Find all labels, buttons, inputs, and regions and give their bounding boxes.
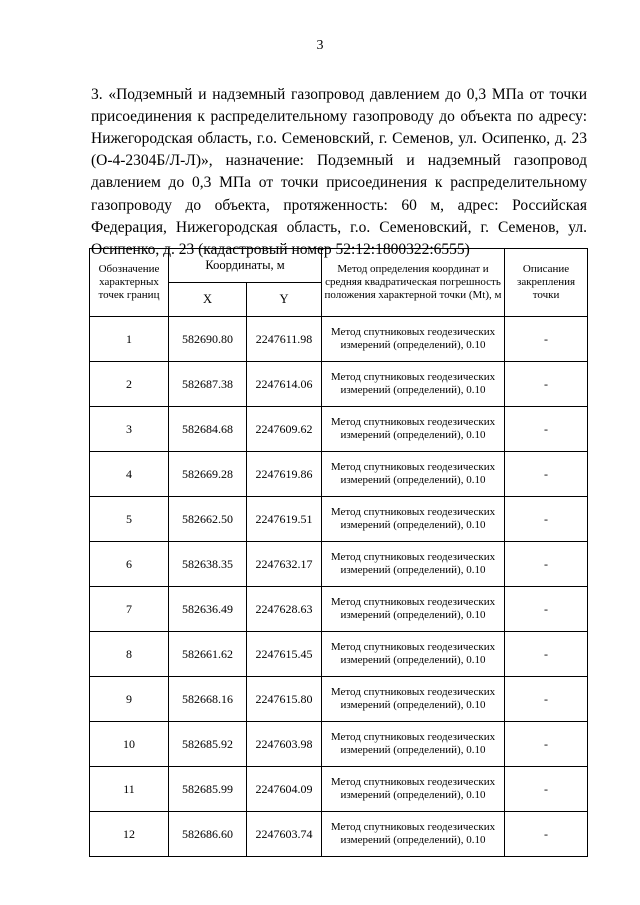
cell-fixing: -	[505, 587, 588, 632]
cell-fixing: -	[505, 317, 588, 362]
cell-method: Метод спутниковых геодезических измерений (определений), 0.10	[322, 767, 505, 812]
cell-fixing: -	[505, 407, 588, 452]
cell-y: 2247614.06	[247, 362, 322, 407]
cell-method: Метод спутниковых геодезических измерений (определений), 0.10	[322, 407, 505, 452]
object-description: 3. «Подземный и надземный газопровод давлением до 0,3 МПа от точки присоединения к распределительному газопроводу до объекта по адресу: Нижегородская область, г.о. Семеновский, г. Семенов, ул. Осипенко, д. 23 (О-4-2304Б/Л-Л)», назначение: Подземный и надземный газопровод давлением до 0,3 МПа от точки присоединения к распределительному газопроводу до объекта, протяженность: 60 м, адрес: Российская Федерация, Нижегородская область, г.о. Семеновский, г. Семенов, ул. Осипенко, д. 23 (кадастровый номер 52:12:1800322:6555)	[91, 85, 587, 258]
table-row	[90, 587, 588, 632]
cell-point: 2	[90, 362, 169, 407]
cell-fixing: -	[505, 722, 588, 767]
cell-y: 2247604.09	[247, 767, 322, 812]
cell-y: 2247603.74	[247, 812, 322, 857]
cell-x: 582661.62	[169, 632, 247, 677]
cell-point: 7	[90, 587, 169, 632]
cell-point: 8	[90, 632, 169, 677]
cell-method: Метод спутниковых геодезических измерений (определений), 0.10	[322, 812, 505, 857]
header-method: Метод определения координат и средняя квадратическая погрешность положения характерной точки (Mt), м	[322, 249, 505, 317]
cell-method: Метод спутниковых геодезических измерений (определений), 0.10	[322, 722, 505, 767]
cell-method: Метод спутниковых геодезических измерений (определений), 0.10	[322, 497, 505, 542]
cell-y: 2247615.45	[247, 632, 322, 677]
header-designation: Обозначение характерных точек границ	[90, 249, 169, 317]
cell-y: 2247611.98	[247, 317, 322, 362]
cell-fixing: -	[505, 542, 588, 587]
table-row	[90, 812, 588, 857]
cell-x: 582690.80	[169, 317, 247, 362]
table-row	[90, 767, 588, 812]
cell-method: Метод спутниковых геодезических измерений (определений), 0.10	[322, 677, 505, 722]
header-coordinates: Координаты, м	[169, 249, 322, 283]
page-number: 3	[316, 38, 324, 53]
table-row	[90, 317, 588, 362]
cell-point: 3	[90, 407, 169, 452]
coordinates-table	[89, 248, 588, 857]
cell-y: 2247619.51	[247, 497, 322, 542]
table-row	[90, 452, 588, 497]
cell-x: 582636.49	[169, 587, 247, 632]
cell-x: 582686.60	[169, 812, 247, 857]
cell-x: 582662.50	[169, 497, 247, 542]
cell-y: 2247628.63	[247, 587, 322, 632]
header-fixing: Описание закрепления точки	[505, 249, 588, 317]
cell-x: 582668.16	[169, 677, 247, 722]
cell-point: 6	[90, 542, 169, 587]
cell-y: 2247619.86	[247, 452, 322, 497]
cell-fixing: -	[505, 677, 588, 722]
table-row	[90, 362, 588, 407]
cell-y: 2247603.98	[247, 722, 322, 767]
cell-method: Метод спутниковых геодезических измерений (определений), 0.10	[322, 587, 505, 632]
cell-x: 582684.68	[169, 407, 247, 452]
header-x: X	[169, 283, 247, 317]
cell-point: 1	[90, 317, 169, 362]
cell-y: 2247632.17	[247, 542, 322, 587]
cell-point: 9	[90, 677, 169, 722]
cell-method: Метод спутниковых геодезических измерений (определений), 0.10	[322, 362, 505, 407]
cell-x: 582638.35	[169, 542, 247, 587]
cell-fixing: -	[505, 497, 588, 542]
table-row	[90, 542, 588, 587]
cell-y: 2247615.80	[247, 677, 322, 722]
cell-fixing: -	[505, 362, 588, 407]
cell-method: Метод спутниковых геодезических измерений (определений), 0.10	[322, 317, 505, 362]
cell-x: 582687.38	[169, 362, 247, 407]
cell-fixing: -	[505, 767, 588, 812]
table-row	[90, 677, 588, 722]
cell-method: Метод спутниковых геодезических измерений (определений), 0.10	[322, 632, 505, 677]
header-y: Y	[247, 283, 322, 317]
cell-method: Метод спутниковых геодезических измерений (определений), 0.10	[322, 452, 505, 497]
cell-point: 10	[90, 722, 169, 767]
cell-fixing: -	[505, 812, 588, 857]
cell-x: 582685.92	[169, 722, 247, 767]
table-row	[90, 722, 588, 767]
cell-point: 12	[90, 812, 169, 857]
table-row	[90, 497, 588, 542]
cell-point: 5	[90, 497, 169, 542]
cell-method: Метод спутниковых геодезических измерений (определений), 0.10	[322, 542, 505, 587]
cell-point: 4	[90, 452, 169, 497]
cell-x: 582669.28	[169, 452, 247, 497]
cell-fixing: -	[505, 632, 588, 677]
table-row	[90, 632, 588, 677]
cell-y: 2247609.62	[247, 407, 322, 452]
table-row	[90, 407, 588, 452]
cell-x: 582685.99	[169, 767, 247, 812]
cell-point: 11	[90, 767, 169, 812]
cell-fixing: -	[505, 452, 588, 497]
